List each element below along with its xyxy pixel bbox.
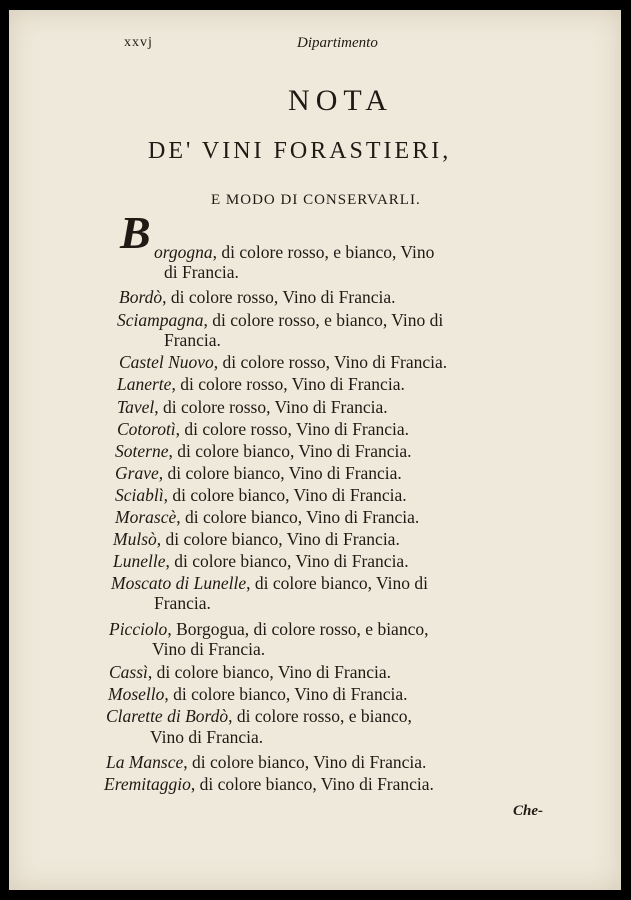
wine-name: Picciolo [109, 619, 168, 639]
list-item [119, 287, 396, 307]
wine-name: orgogna [154, 242, 213, 262]
list-item [108, 684, 407, 704]
list-item [115, 441, 412, 461]
heading-modo-conservarli: E MODO DI CONSERVARLI. [211, 192, 421, 208]
wine-description: , di colore rosso, Vino di Francia. [213, 352, 448, 372]
heading-nota: NOTA [288, 84, 393, 117]
wine-name: Grave [115, 463, 159, 483]
list-item [117, 310, 443, 330]
wine-description: , Borgogua, di colore rosso, e bianco, [167, 619, 429, 639]
wine-name: Sciampagna [117, 310, 204, 330]
wine-name: Castel Nuovo [119, 352, 214, 372]
wine-name: Mosello [108, 684, 165, 704]
list-item-continuation: di Francia. [164, 262, 239, 282]
list-item [117, 374, 405, 394]
list-item [109, 662, 391, 682]
wine-name: Soterne [115, 441, 169, 461]
list-item [106, 706, 412, 726]
list-item [111, 573, 428, 593]
wine-name: Cassì [109, 662, 148, 682]
wine-name: Clarette di Bordò [106, 706, 229, 726]
wine-description: , di colore rosso, e bianco, Vino di [203, 310, 444, 330]
wine-description: , di colore bianco, Vino di Francia. [164, 684, 408, 704]
list-item [115, 463, 402, 483]
wine-description: , di colore bianco, Vino di Francia. [176, 507, 420, 527]
wine-description: , di colore bianco, Vino di Francia. [158, 463, 402, 483]
running-title: Dipartimento [297, 35, 378, 51]
list-item [104, 774, 434, 794]
wine-name: Bordò [119, 287, 163, 307]
wine-description: , di colore rosso, Vino di Francia. [162, 287, 396, 307]
list-item [106, 752, 426, 772]
drop-cap: B [120, 207, 151, 258]
wine-description: , di colore bianco, Vino di Francia. [163, 485, 407, 505]
catchword: Che- [513, 803, 543, 819]
list-item [115, 507, 419, 527]
wine-description: , di colore rosso, Vino di Francia. [171, 374, 405, 394]
wine-name: Eremitaggio [104, 774, 191, 794]
list-item-continuation: Francia. [164, 330, 221, 350]
list-item [119, 352, 447, 372]
wine-name: Sciablì [115, 485, 164, 505]
list-item-continuation: Vino di Francia. [150, 727, 264, 747]
heading-vini-forastieri: DE' VINI FORASTIERI, [148, 138, 452, 164]
list-item [113, 529, 400, 549]
wine-name: Tavel [117, 397, 155, 417]
wine-description: , di colore rosso, Vino di Francia. [154, 397, 388, 417]
wine-name: Lanerte [117, 374, 172, 394]
list-item [117, 397, 388, 417]
wine-name: Moscato di Lunelle [111, 573, 247, 593]
wine-description: , di colore rosso, e bianco, Vino [212, 242, 435, 262]
wine-description: , di colore rosso, Vino di Francia. [175, 419, 410, 439]
list-item-continuation: Francia. [154, 593, 211, 613]
wine-description: , di colore rosso, e bianco, [228, 706, 412, 726]
list-item [117, 419, 409, 439]
list-item [109, 619, 428, 639]
list-item [113, 551, 409, 571]
wine-description: , di colore bianco, Vino di Francia. [190, 774, 434, 794]
list-item [115, 485, 407, 505]
list-item [154, 242, 434, 262]
wine-description: , di colore bianco, Vino di Francia. [183, 752, 427, 772]
wine-name: Morascè [115, 507, 177, 527]
wine-description: , di colore bianco, Vino di [246, 573, 428, 593]
wine-description: , di colore bianco, Vino di Francia. [156, 529, 400, 549]
wine-name: La Mansce [106, 752, 184, 772]
wine-description: , di colore bianco, Vino di Francia. [165, 551, 409, 571]
wine-name: Mulsò [113, 529, 157, 549]
wine-name: Cotorotì [117, 419, 176, 439]
wine-name: Lunelle [113, 551, 166, 571]
wine-description: , di colore bianco, Vino di Francia. [168, 441, 412, 461]
list-item-continuation: Vino di Francia. [152, 639, 266, 659]
page-number: xxvj [124, 35, 153, 50]
wine-description: , di colore bianco, Vino di Francia. [147, 662, 391, 682]
